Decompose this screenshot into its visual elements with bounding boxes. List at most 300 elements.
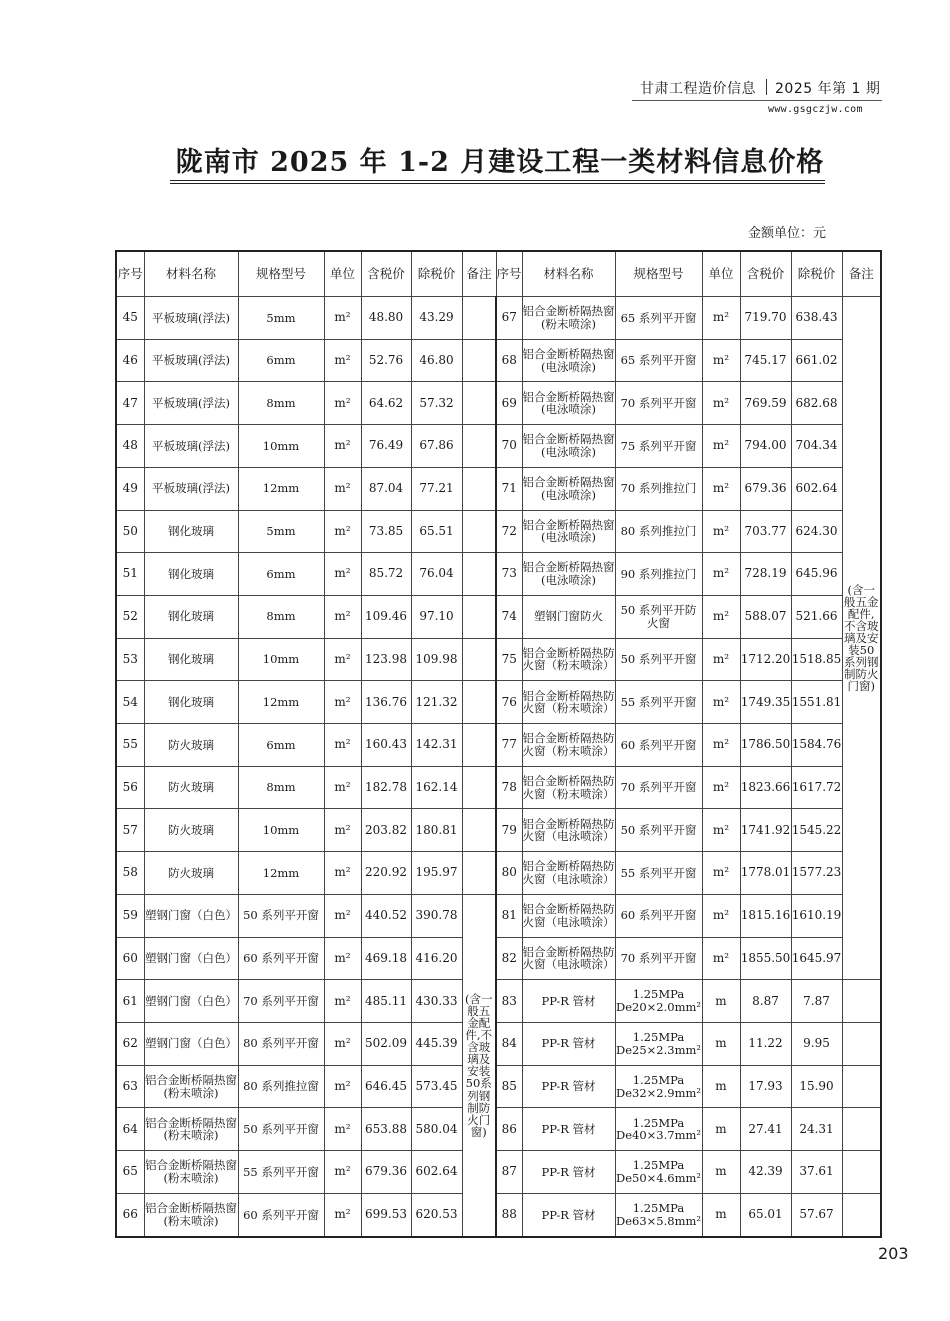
cell-l-unit: m² [324,766,361,809]
col-header-note: 备注 [842,251,881,297]
cell-r-spec: 1.25MPa De25×2.3mm² [615,1022,702,1065]
cell-r-tax: 794.00 [740,425,791,468]
cell-l-notax: 390.78 [411,894,462,937]
header-divider [766,79,767,95]
cell-l-spec: 12mm [238,467,324,510]
cell-l-name: 铝合金断桥隔热窗(粉末喷涂) [144,1151,238,1194]
cell-l-no: 57 [116,809,144,852]
price-table-container [115,250,880,1238]
cell-l-unit: m² [324,937,361,980]
cell-l-no: 56 [116,766,144,809]
cell-l-tax: 64.62 [361,382,411,425]
cell-l-name: 防火玻璃 [144,809,238,852]
cell-l-notax: 65.51 [411,510,462,553]
cell-r-unit: m² [702,894,740,937]
col-header-no: 序号 [496,251,522,297]
cell-r-notax: 661.02 [791,339,842,382]
cell-l-unit: m² [324,425,361,468]
cell-l-spec: 10mm [238,425,324,468]
cell-l-note-empty [462,467,496,510]
cell-r-note-empty [842,1022,881,1065]
cell-l-notax: 109.98 [411,638,462,681]
cell-r-tax: 588.07 [740,595,791,638]
cell-l-spec: 6mm [238,553,324,596]
cell-l-no: 45 [116,297,144,340]
page-number: 203 [878,1244,909,1263]
cell-r-spec: 55 系列平开窗 [615,681,702,724]
cell-r-spec: 80 系列推拉门 [615,510,702,553]
website-url: www.gsgczjw.com [768,104,863,115]
cell-l-unit: m² [324,681,361,724]
cell-r-note-empty [842,1108,881,1151]
cell-r-tax: 1815.16 [740,894,791,937]
cell-r-tax: 27.41 [740,1108,791,1151]
cell-l-spec: 70 系列平开窗 [238,980,324,1023]
cell-r-notax: 645.96 [791,553,842,596]
cell-l-spec: 80 系列平开窗 [238,1022,324,1065]
cell-r-spec: 65 系列平开窗 [615,339,702,382]
table-row [116,425,881,468]
cell-l-notax: 573.45 [411,1065,462,1108]
cell-r-no: 75 [496,638,522,681]
cell-r-spec: 1.25MPa De32×2.9mm² [615,1065,702,1108]
cell-r-spec: 65 系列平开窗 [615,297,702,340]
cell-l-name: 塑钢门窗（白色） [144,894,238,937]
cell-l-tax: 203.82 [361,809,411,852]
cell-r-name: 塑钢门窗防火 [522,595,615,638]
cell-l-spec: 10mm [238,638,324,681]
cell-r-unit: m² [702,553,740,596]
cell-r-name: 铝合金断桥隔热防火窗（粉末喷涂） [522,724,615,767]
col-header-note: 备注 [462,251,496,297]
cell-r-spec: 1.25MPa De40×3.7mm² [615,1108,702,1151]
cell-r-notax: 1577.23 [791,852,842,895]
cell-r-tax: 42.39 [740,1151,791,1194]
cell-r-name: 铝合金断桥隔热窗(电泳喷涂) [522,553,615,596]
cell-l-no: 58 [116,852,144,895]
table-row [116,339,881,382]
cell-r-tax: 745.17 [740,339,791,382]
cell-r-notax: 682.68 [791,382,842,425]
cell-r-unit: m [702,980,740,1023]
cell-l-note-empty [462,724,496,767]
cell-r-unit: m² [702,382,740,425]
cell-l-no: 63 [116,1065,144,1108]
table-row [116,638,881,681]
cell-l-tax: 653.88 [361,1108,411,1151]
cell-r-notax: 624.30 [791,510,842,553]
cell-l-tax: 85.72 [361,553,411,596]
col-header-notax-price: 除税价 [791,251,842,297]
cell-l-unit: m² [324,339,361,382]
table-row [116,937,881,980]
col-header-tax-price: 含税价 [740,251,791,297]
cell-r-note-empty [842,1193,881,1237]
cell-r-spec: 70 系列平开窗 [615,937,702,980]
cell-l-name: 塑钢门窗（白色） [144,937,238,980]
cell-l-no: 54 [116,681,144,724]
cell-l-tax: 109.46 [361,595,411,638]
cell-r-unit: m [702,1022,740,1065]
cell-l-tax: 502.09 [361,1022,411,1065]
cell-l-name: 铝合金断桥隔热窗(粉末喷涂) [144,1065,238,1108]
cell-r-spec: 75 系列平开窗 [615,425,702,468]
cell-r-tax: 17.93 [740,1065,791,1108]
cell-l-notax: 97.10 [411,595,462,638]
cell-r-notax: 57.67 [791,1193,842,1237]
cell-l-unit: m² [324,1022,361,1065]
cell-r-notax: 1610.19 [791,894,842,937]
cell-l-name: 防火玻璃 [144,852,238,895]
table-row [116,1022,881,1065]
cell-r-no: 76 [496,681,522,724]
cell-r-spec: 50 系列平开防火窗 [615,595,702,638]
cell-l-notax: 180.81 [411,809,462,852]
cell-l-name: 平板玻璃(浮法) [144,297,238,340]
cell-r-unit: m [702,1065,740,1108]
cell-r-tax: 8.87 [740,980,791,1023]
cell-l-notax: 620.53 [411,1193,462,1237]
cell-r-tax: 1855.50 [740,937,791,980]
cell-l-note: (含一般五金配件,不含玻璃及安装50系列钢制防火门窗) [462,894,496,1237]
cell-l-tax: 220.92 [361,852,411,895]
cell-r-notax: 638.43 [791,297,842,340]
currency-unit-note: 金额单位：元 [748,226,827,241]
cell-l-unit: m² [324,724,361,767]
cell-l-tax: 48.80 [361,297,411,340]
cell-l-notax: 195.97 [411,852,462,895]
cell-l-notax: 46.80 [411,339,462,382]
cell-l-notax: 162.14 [411,766,462,809]
cell-l-tax: 123.98 [361,638,411,681]
cell-l-unit: m² [324,980,361,1023]
cell-r-unit: m² [702,766,740,809]
col-header-no: 序号 [116,251,144,297]
cell-l-name: 塑钢门窗（白色） [144,1022,238,1065]
cell-r-name: 铝合金断桥隔热窗(电泳喷涂) [522,382,615,425]
cell-r-no: 87 [496,1151,522,1194]
cell-l-notax: 121.32 [411,681,462,724]
cell-l-tax: 440.52 [361,894,411,937]
cell-r-note-empty [842,1151,881,1194]
cell-r-unit: m² [702,638,740,681]
table-row [116,809,881,852]
cell-r-no: 80 [496,852,522,895]
cell-r-unit: m² [702,595,740,638]
cell-l-unit: m² [324,467,361,510]
cell-l-note-empty [462,766,496,809]
cell-r-tax: 719.70 [740,297,791,340]
cell-r-tax: 65.01 [740,1193,791,1237]
page-title: 陇南市 2025 年 1-2 月建设工程一类材料信息价格 [175,147,825,178]
title-rule [170,180,825,181]
cell-l-notax: 43.29 [411,297,462,340]
cell-r-name: 铝合金断桥隔热窗(电泳喷涂) [522,425,615,468]
cell-l-no: 66 [116,1193,144,1237]
cell-l-notax: 142.31 [411,724,462,767]
cell-r-no: 81 [496,894,522,937]
cell-l-name: 铝合金断桥隔热窗(粉末喷涂) [144,1108,238,1151]
cell-l-notax: 57.32 [411,382,462,425]
cell-r-notax: 1617.72 [791,766,842,809]
cell-l-unit: m² [324,894,361,937]
cell-l-notax: 445.39 [411,1022,462,1065]
cell-r-tax: 11.22 [740,1022,791,1065]
cell-r-name: 铝合金断桥隔热防火窗（电泳喷涂） [522,852,615,895]
cell-r-spec: 1.25MPa De50×4.6mm² [615,1151,702,1194]
cell-l-name: 钢化玻璃 [144,510,238,553]
cell-l-unit: m² [324,595,361,638]
cell-l-unit: m² [324,510,361,553]
cell-r-no: 79 [496,809,522,852]
cell-r-notax: 602.64 [791,467,842,510]
table-row [116,467,881,510]
cell-l-name: 钢化玻璃 [144,595,238,638]
cell-l-no: 48 [116,425,144,468]
cell-r-note-empty [842,1065,881,1108]
cell-l-no: 46 [116,339,144,382]
cell-r-name: 铝合金断桥隔热防火窗（电泳喷涂） [522,809,615,852]
cell-r-name: 铝合金断桥隔热窗(电泳喷涂) [522,510,615,553]
cell-l-note-empty [462,510,496,553]
cell-l-note-empty [462,595,496,638]
cell-r-name: 铝合金断桥隔热防火窗（电泳喷涂） [522,894,615,937]
cell-r-unit: m² [702,937,740,980]
price-table [115,250,882,1238]
cell-r-no: 74 [496,595,522,638]
cell-r-tax: 679.36 [740,467,791,510]
cell-l-spec: 8mm [238,595,324,638]
cell-r-spec: 1.25MPa De63×5.8mm² [615,1193,702,1237]
cell-l-notax: 67.86 [411,425,462,468]
cell-r-tax: 1778.01 [740,852,791,895]
cell-l-no: 61 [116,980,144,1023]
cell-l-spec: 6mm [238,724,324,767]
cell-r-no: 68 [496,339,522,382]
col-header-notax-price: 除税价 [411,251,462,297]
cell-l-tax: 469.18 [361,937,411,980]
table-row [116,553,881,596]
cell-l-tax: 87.04 [361,467,411,510]
cell-l-notax: 430.33 [411,980,462,1023]
col-header-name: 材料名称 [522,251,615,297]
cell-l-no: 49 [116,467,144,510]
cell-l-name: 防火玻璃 [144,766,238,809]
cell-l-name: 钢化玻璃 [144,638,238,681]
cell-l-notax: 76.04 [411,553,462,596]
publication-name [640,78,880,98]
cell-r-name: PP-R 管材 [522,1151,615,1194]
cell-r-notax: 15.90 [791,1065,842,1108]
table-row [116,1065,881,1108]
cell-r-notax: 1545.22 [791,809,842,852]
cell-r-name: 铝合金断桥隔热防火窗（粉末喷涂） [522,681,615,724]
cell-l-unit: m² [324,809,361,852]
cell-l-notax: 416.20 [411,937,462,980]
cell-r-tax: 769.59 [740,382,791,425]
table-row [116,724,881,767]
cell-l-unit: m² [324,638,361,681]
cell-r-no: 82 [496,937,522,980]
table-row [116,894,881,937]
cell-r-unit: m [702,1151,740,1194]
cell-l-note-empty [462,638,496,681]
col-header-spec: 规格型号 [238,251,324,297]
table-row [116,297,881,340]
cell-l-unit: m² [324,1193,361,1237]
cell-l-spec: 80 系列推拉窗 [238,1065,324,1108]
cell-l-spec: 50 系列平开窗 [238,1108,324,1151]
cell-r-name: 铝合金断桥隔热窗(电泳喷涂) [522,467,615,510]
cell-r-spec: 60 系列平开窗 [615,894,702,937]
cell-l-tax: 699.53 [361,1193,411,1237]
cell-l-spec: 12mm [238,681,324,724]
cell-l-name: 平板玻璃(浮法) [144,467,238,510]
cell-r-name: PP-R 管材 [522,1108,615,1151]
cell-l-note-empty [462,297,496,340]
cell-l-name: 平板玻璃(浮法) [144,425,238,468]
cell-r-tax: 1786.50 [740,724,791,767]
cell-l-spec: 8mm [238,382,324,425]
cell-r-spec: 60 系列平开窗 [615,724,702,767]
table-row [116,852,881,895]
cell-r-unit: m² [702,724,740,767]
cell-l-tax: 52.76 [361,339,411,382]
cell-r-no: 77 [496,724,522,767]
cell-r-unit: m² [702,510,740,553]
cell-r-spec: 90 系列推拉门 [615,553,702,596]
cell-r-spec: 50 系列平开窗 [615,638,702,681]
cell-l-no: 65 [116,1151,144,1194]
cell-l-unit: m² [324,382,361,425]
cell-l-no: 52 [116,595,144,638]
cell-l-tax: 76.49 [361,425,411,468]
cell-l-name: 防火玻璃 [144,724,238,767]
cell-r-unit: m² [702,809,740,852]
issue-label: 2025 年第 1 期 [775,81,881,97]
cell-r-unit: m² [702,339,740,382]
col-header-name: 材料名称 [144,251,238,297]
cell-l-no: 62 [116,1022,144,1065]
table-row [116,766,881,809]
table-header-row [116,251,881,297]
cell-r-tax: 1741.92 [740,809,791,852]
cell-l-notax: 77.21 [411,467,462,510]
table-row [116,1193,881,1237]
cell-l-note-empty [462,681,496,724]
cell-r-name: 铝合金断桥隔热防火窗（粉末喷涂） [522,638,615,681]
cell-r-unit: m² [702,467,740,510]
cell-r-no: 86 [496,1108,522,1151]
col-header-unit: 单位 [702,251,740,297]
cell-l-tax: 182.78 [361,766,411,809]
cell-r-no: 73 [496,553,522,596]
cell-r-tax: 1712.20 [740,638,791,681]
col-header-tax-price: 含税价 [361,251,411,297]
cell-l-no: 51 [116,553,144,596]
table-row [116,1151,881,1194]
cell-l-spec: 10mm [238,809,324,852]
cell-l-spec: 8mm [238,766,324,809]
cell-r-tax: 1823.66 [740,766,791,809]
cell-r-notax: 24.31 [791,1108,842,1151]
cell-l-name: 平板玻璃(浮法) [144,382,238,425]
cell-r-unit: m [702,1193,740,1237]
cell-r-spec: 55 系列平开窗 [615,852,702,895]
cell-l-unit: m² [324,852,361,895]
cell-r-no: 84 [496,1022,522,1065]
cell-l-spec: 50 系列平开窗 [238,894,324,937]
cell-r-no: 83 [496,980,522,1023]
cell-l-spec: 6mm [238,339,324,382]
cell-l-note-empty [462,809,496,852]
cell-l-spec: 12mm [238,852,324,895]
cell-r-note-empty [842,980,881,1023]
header-rule [632,100,882,101]
cell-l-no: 50 [116,510,144,553]
table-right-border [880,250,882,1238]
cell-r-unit: m² [702,852,740,895]
cell-r-notax: 7.87 [791,980,842,1023]
cell-r-no: 72 [496,510,522,553]
cell-r-spec: 1.25MPa De20×2.0mm² [615,980,702,1023]
cell-r-spec: 70 系列平开窗 [615,766,702,809]
cell-l-tax: 679.36 [361,1151,411,1194]
cell-l-note-empty [462,553,496,596]
col-header-spec: 规格型号 [615,251,702,297]
cell-r-no: 71 [496,467,522,510]
cell-l-name: 钢化玻璃 [144,681,238,724]
cell-l-notax: 580.04 [411,1108,462,1151]
cell-r-notax: 704.34 [791,425,842,468]
cell-r-tax: 728.19 [740,553,791,596]
col-header-unit: 单位 [324,251,361,297]
cell-l-tax: 485.11 [361,980,411,1023]
cell-r-notax: 1551.81 [791,681,842,724]
publication-title: 甘肃工程造价信息 [640,81,756,97]
cell-r-no: 69 [496,382,522,425]
table-row [116,681,881,724]
cell-l-note-empty [462,852,496,895]
cell-l-unit: m² [324,297,361,340]
cell-l-no: 59 [116,894,144,937]
cell-r-unit: m² [702,425,740,468]
cell-r-notax: 1518.85 [791,638,842,681]
title-rule-double [170,183,825,184]
cell-l-no: 55 [116,724,144,767]
cell-l-tax: 136.76 [361,681,411,724]
cell-r-name: PP-R 管材 [522,1022,615,1065]
cell-l-no: 64 [116,1108,144,1151]
cell-r-spec: 50 系列平开窗 [615,809,702,852]
cell-r-unit: m² [702,297,740,340]
cell-r-notax: 1584.76 [791,724,842,767]
cell-r-unit: m [702,1108,740,1151]
cell-l-unit: m² [324,1108,361,1151]
cell-l-spec: 55 系列平开窗 [238,1151,324,1194]
cell-l-no: 47 [116,382,144,425]
cell-l-note-empty [462,382,496,425]
cell-l-spec: 5mm [238,297,324,340]
table-row [116,595,881,638]
cell-l-note-empty [462,425,496,468]
cell-r-no: 70 [496,425,522,468]
cell-r-tax: 1749.35 [740,681,791,724]
cell-l-tax: 160.43 [361,724,411,767]
cell-r-spec: 70 系列推拉门 [615,467,702,510]
cell-l-spec: 60 系列平开窗 [238,1193,324,1237]
cell-r-spec: 70 系列平开窗 [615,382,702,425]
